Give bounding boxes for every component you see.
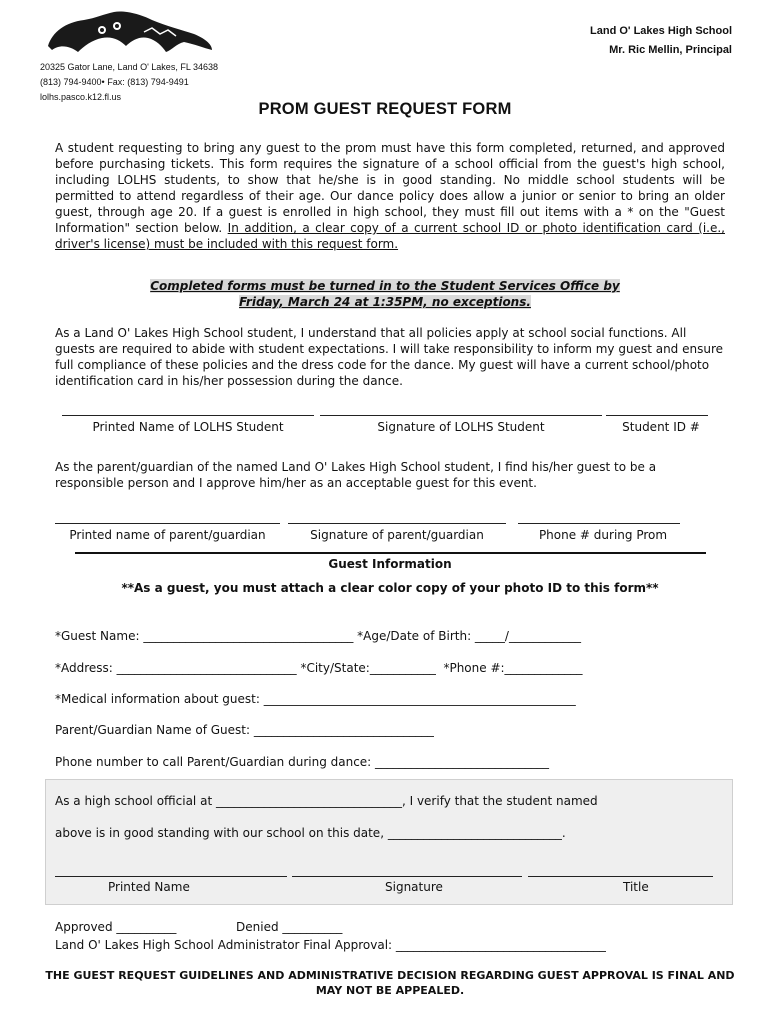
denied-field[interactable]: Denied __________ (236, 920, 343, 934)
student-name-label: Printed Name of LOLHS Student (92, 420, 284, 434)
official-title-label: Title (623, 880, 649, 894)
final-decision-note: THE GUEST REQUEST GUIDELINES AND ADMINISTRATIVE DECISION REGARDING GUEST APPROVAL IS FINAL AND MAY NOT BE APPEALED. (45, 969, 735, 997)
student-statement: As a Land O' Lakes High School student, I understand that all policies apply at school social functions. All guests are required to abide with student expectations. I will take responsibility to inform my guest and ensure full compliance of these policies and the dress code for the dance. My guest will have a current school/photo identification card in his/her possession during the dance. (55, 326, 724, 388)
guest-medical-field[interactable]: *Medical information about guest: ____________________________________________________ (55, 692, 576, 706)
official-signature-label: Signature (385, 880, 443, 894)
student-id-line[interactable] (606, 415, 708, 416)
address-line: 20325 Gator Lane, Land O' Lakes, FL 34638 (40, 62, 219, 72)
parent-phone-line[interactable] (518, 523, 680, 524)
official-name-line[interactable] (55, 876, 287, 877)
deadline-notice (0, 278, 770, 310)
student-signature-label: Signature of LOLHS Student (377, 420, 545, 434)
parent-signature-line[interactable] (288, 523, 506, 524)
parent-phone-label: Phone # during Prom (538, 528, 668, 542)
official-signature-line[interactable] (292, 876, 522, 877)
guest-parent-name-field[interactable]: Parent/Guardian Name of Guest: ______________________________ (55, 723, 434, 737)
school-address (40, 60, 218, 105)
website: lolhs.pasco.k12.fl.us (40, 92, 122, 102)
student-signature-line[interactable] (320, 415, 602, 416)
guest-info-heading: Guest Information (328, 557, 452, 571)
official-name-label: Printed Name (108, 880, 190, 894)
official-title-line[interactable] (528, 876, 713, 877)
intro-underlined-text: In addition, a clear copy of a current school ID or photo identification card (i.e., driver's license) must be included with this request form. (55, 221, 725, 251)
parent-name-label: Printed name of parent/guardian (69, 528, 266, 542)
photo-id-note: **As a guest, you must attach a clear color copy of your photo ID to this form** (121, 581, 659, 595)
intro-paragraph (55, 140, 725, 252)
guest-address-field[interactable]: *Address: ______________________________ *City/State:___________ *Phone #:_____________ (55, 661, 583, 675)
student-id-label: Student ID # (622, 420, 700, 434)
official-school-field[interactable]: As a high school official at _______________________________, I verify that the student named (55, 794, 598, 808)
deadline-line-1: Completed forms must be turned in to the Student Services Office by (150, 279, 620, 293)
school-name: Land O' Lakes High School (590, 25, 732, 37)
phone-fax: (813) 794-9400• Fax: (813) 794-9491 (40, 77, 189, 87)
school-info (590, 22, 732, 60)
intro-text: A student requesting to bring any guest to the prom must have this form completed, returned, and approved before purchasing tickets. This form requires the signature of a school official from the guest's high school, including LOLHS students, to show that he/she is in good standing. No middle school students will be permitted to attend regardless of their age. Our dance policy does allow a junior or senior to bring an older guest, through age 20. If a guest is enrolled in high school, they must fill out items with a * on the "Guest Information" section below. (55, 141, 725, 235)
form-title: PROM GUEST REQUEST FORM (258, 100, 512, 118)
approved-field[interactable]: Approved __________ (55, 920, 177, 934)
guest-name-field[interactable]: *Guest Name: ___________________________________ *Age/Date of Birth: _____/____________ (55, 629, 581, 643)
guest-parent-phone-field[interactable]: Phone number to call Parent/Guardian during dance: _____________________________ (55, 755, 550, 769)
student-name-line[interactable] (62, 415, 314, 416)
deadline-line-2: Friday, March 24 at 1:35PM, no exceptions. (239, 295, 531, 309)
official-date-field[interactable]: above is in good standing with our school on this date, _____________________________. (55, 826, 566, 840)
parent-name-line[interactable] (55, 523, 280, 524)
section-divider (75, 552, 706, 554)
gator-logo (44, 10, 214, 56)
final-approval-field[interactable]: Land O' Lakes High School Administrator Final Approval: ___________________________________ (55, 938, 606, 952)
principal-name: Mr. Ric Mellin, Principal (609, 44, 732, 56)
parent-statement: As the parent/guardian of the named Land O' Lakes High School student, I find his/her guest to be a responsible person and I approve him/her as an acceptable guest for this event. (55, 460, 657, 490)
parent-signature-label: Signature of parent/guardian (310, 528, 484, 542)
